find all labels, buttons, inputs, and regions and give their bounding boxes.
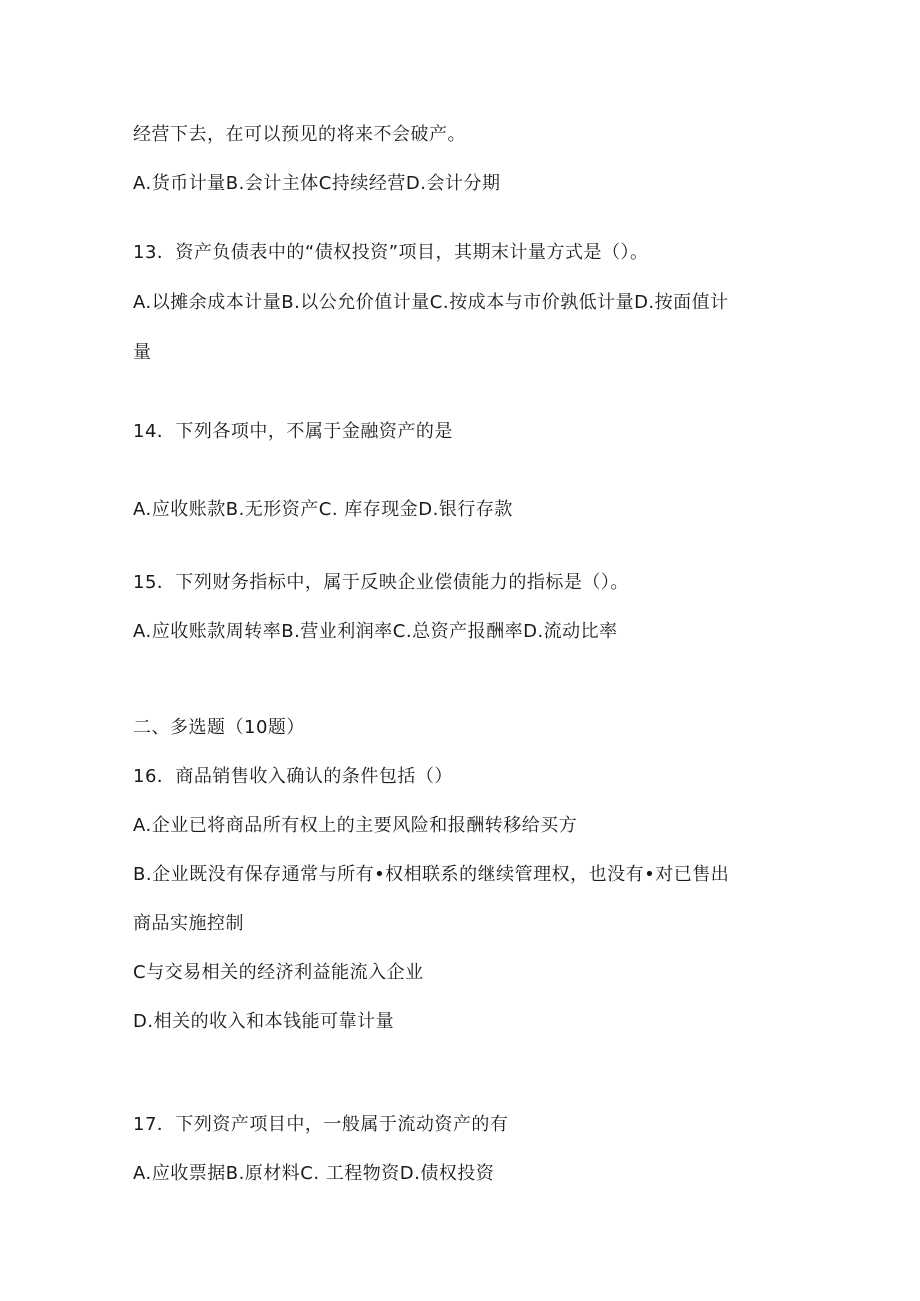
q16-option-b-continuation: 商品实施控制 xyxy=(133,913,244,934)
q17-options: A.应收票据B.原材料C. 工程物资D.债权投资 xyxy=(133,1163,495,1184)
q12-options: A.货币计量B.会计主体C持续经营D.会计分期 xyxy=(133,173,501,194)
q13-options: A.以摊余成本计量B.以公允价值计量C.按成本与市价孰低计量D.按面值计 xyxy=(133,292,729,313)
section-heading-multiple-choice: 二、多选题（10题） xyxy=(133,717,305,738)
q14-question: 14．下列各项中，不属于金融资产的是 xyxy=(133,421,453,442)
q17-question: 17．下列资产项目中，一般属于流动资产的有 xyxy=(133,1114,509,1135)
q16-question: 16．商品销售收入确认的条件包括（） xyxy=(133,766,453,787)
text-line-continuation: 经营下去，在可以预见的将来不会破产。 xyxy=(133,124,466,145)
q14-options: A.应收账款B.无形资产C. 库存现金D.银行存款 xyxy=(133,499,513,520)
q15-options: A.应收账款周转率B.营业利润率C.总资产报酬率D.流动比率 xyxy=(133,621,618,642)
q16-option-a: A.企业已将商品所有权上的主要风险和报酬转移给买方 xyxy=(133,815,578,836)
q16-option-d: D.相关的收入和本钱能可靠计量 xyxy=(133,1011,395,1032)
q13-question: 13．资产负债表中的“债权投资”项目，其期末计量方式是（）。 xyxy=(133,242,649,263)
q13-options-continuation: 量 xyxy=(133,342,152,363)
q16-option-b: B.企业既没有保存通常与所有•权相联系的继续管理权，也没有•对已售出 xyxy=(133,864,730,885)
q16-option-c: C与交易相关的经济利益能流入企业 xyxy=(133,962,424,983)
q15-question: 15．下列财务指标中，属于反映企业偿债能力的指标是（）。 xyxy=(133,572,629,593)
